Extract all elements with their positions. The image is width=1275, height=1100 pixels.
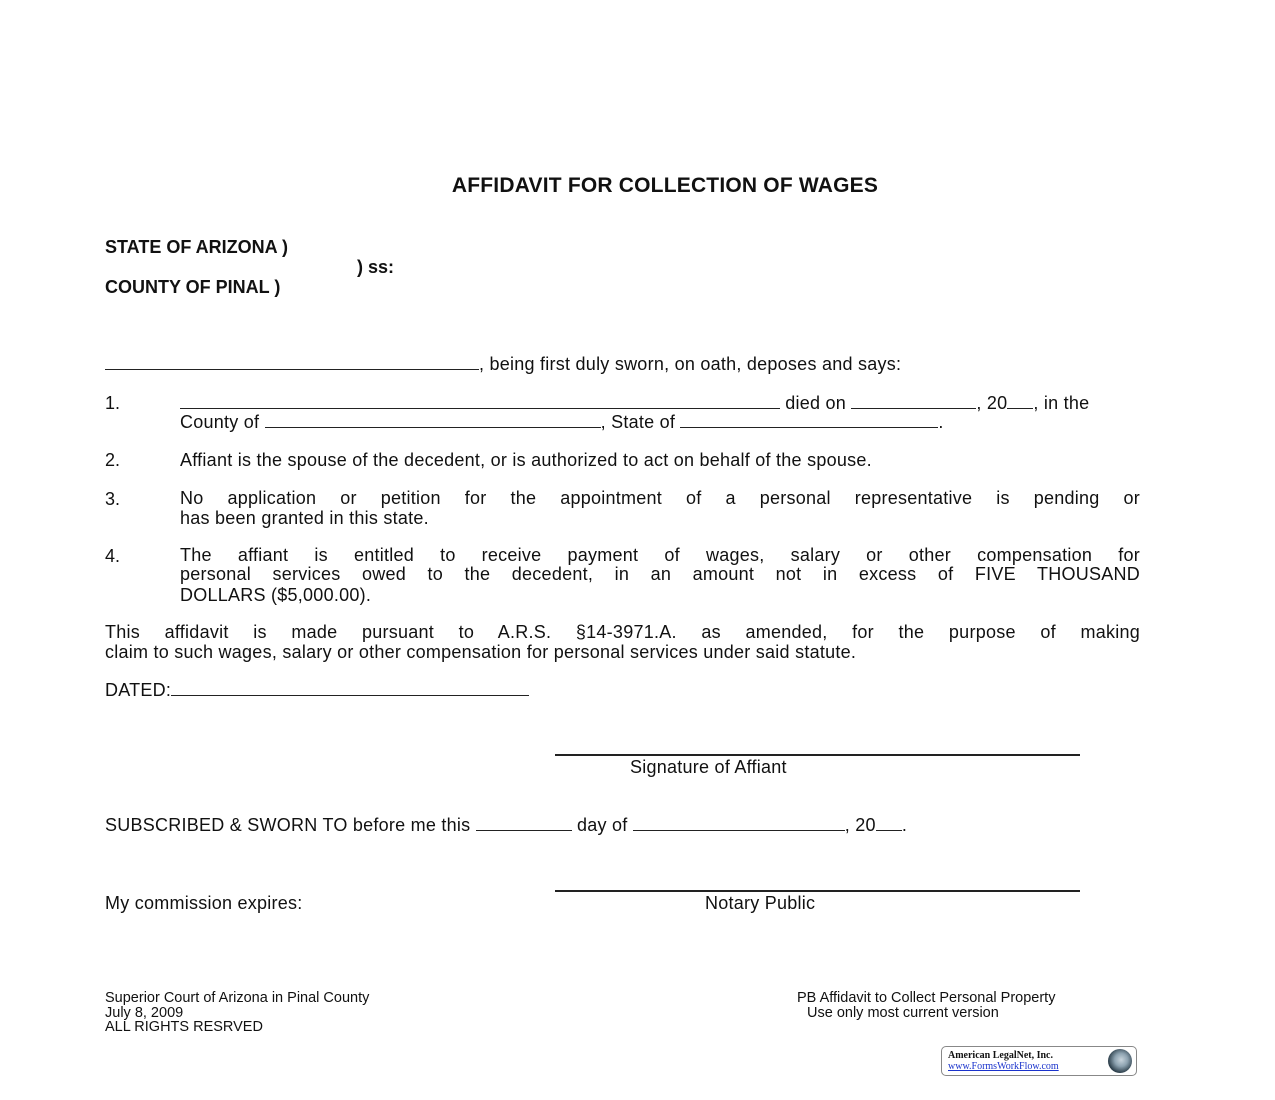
month-blank[interactable] xyxy=(633,816,845,831)
item-1-line-2 xyxy=(180,412,944,433)
subscribed-line xyxy=(105,815,907,836)
footer-form-name: PB Affidavit to Collect Personal Property xyxy=(797,990,1056,1006)
document-title: AFFIDAVIT FOR COLLECTION OF WAGES xyxy=(451,174,879,197)
footer-date: July 8, 2009 xyxy=(105,1004,184,1021)
year-prefix: , 20 xyxy=(976,393,1008,413)
item-1-line-1 xyxy=(180,393,1089,414)
item-3-line-2: has been granted in this state. xyxy=(180,508,429,528)
item-1-number: 1. xyxy=(105,393,121,413)
year-label: , 20 xyxy=(844,815,876,835)
item-4-line-1: The affiant is entitled to receive payment of wages, salary or other compensation for xyxy=(180,545,1140,565)
intro-text: , being first duly sworn, on oath, deposes and says: xyxy=(479,354,902,374)
item-3-number: 3. xyxy=(105,489,121,509)
logo-url-link[interactable]: www.FormsWorkFlow.com xyxy=(948,1061,1059,1072)
subscribed-prefix: SUBSCRIBED & SWORN TO before me this xyxy=(105,815,471,835)
item-2-text: Affiant is the spouse of the decedent, or is authorized to act on behalf of the spouse. xyxy=(180,450,872,470)
signature-line[interactable] xyxy=(555,754,1080,756)
county-of-label: County of xyxy=(180,412,260,432)
item-2-number: 2. xyxy=(105,450,121,470)
state-of-label: , State of xyxy=(600,412,676,432)
notary-label: Notary Public xyxy=(705,893,816,913)
footer-court: Superior Court of Arizona in Pinal County xyxy=(105,990,370,1006)
statute-line-2: claim to such wages, salary or other compensation for personal services under said statute. xyxy=(105,642,857,662)
statute-line-1: This affidavit is made pursuant to A.R.S. §14-3971.A. as amended, for the purpose of making xyxy=(105,622,1140,642)
died-on-label: died on xyxy=(785,393,847,413)
item-4-line-2: personal services owed to the decedent, in an amount not in excess of FIVE THOUSAND xyxy=(180,564,1140,584)
day-of-label: day of xyxy=(576,815,628,835)
notary-signature-line[interactable] xyxy=(555,890,1080,892)
item-4-line-3: DOLLARS ($5,000.00). xyxy=(180,585,372,605)
footer-right xyxy=(797,991,1055,1020)
item-3-line-1: No application or petition for the appointment of a personal representative is pending or xyxy=(180,488,1140,508)
footer-left xyxy=(105,991,369,1035)
signature-label: Signature of Affiant xyxy=(630,757,787,777)
in-the-label: , in the xyxy=(1033,393,1090,413)
dated-label: DATED: xyxy=(105,680,172,700)
footer-rights: ALL RIGHTS RESRVED xyxy=(105,1019,263,1035)
decedent-name-blank[interactable] xyxy=(180,394,780,409)
dated-blank[interactable] xyxy=(171,681,529,696)
commission-label: My commission expires: xyxy=(105,893,303,913)
venue-ss: ) ss: xyxy=(357,257,395,277)
county-blank[interactable] xyxy=(265,413,601,428)
state-blank[interactable] xyxy=(680,413,938,428)
footer-version-note: Use only most current version xyxy=(807,1004,999,1021)
venue-state: STATE OF ARIZONA ) xyxy=(105,237,288,257)
dated-line xyxy=(105,680,529,701)
year-blank[interactable] xyxy=(876,816,902,831)
period: . xyxy=(901,815,908,835)
venue-county: COUNTY OF PINAL ) xyxy=(105,277,281,297)
logo-company: American LegalNet, Inc. xyxy=(948,1050,1053,1061)
death-date-blank[interactable] xyxy=(851,394,976,409)
intro-line xyxy=(105,354,901,375)
day-blank[interactable] xyxy=(476,816,572,831)
affiant-name-blank[interactable] xyxy=(105,355,479,370)
item-4-number: 4. xyxy=(105,546,121,566)
globe-icon xyxy=(1108,1049,1132,1073)
period: . xyxy=(938,412,944,432)
american-legalnet-logo[interactable] xyxy=(941,1046,1137,1076)
death-year-blank[interactable] xyxy=(1007,394,1033,409)
